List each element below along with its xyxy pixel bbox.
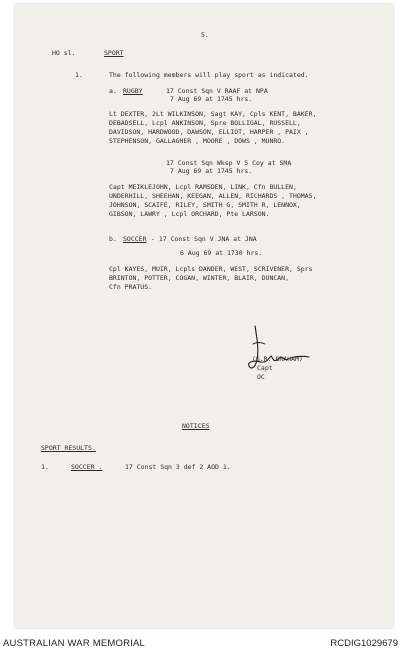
archive-name: AUSTRALIAN WAR MEMORIAL <box>3 638 146 649</box>
page-number: 5. <box>201 31 209 39</box>
second-match-time: 7 Aug 69 at 1745 hrs. <box>170 167 253 175</box>
signatory-name: (G.R. GRAHAM) <box>252 355 303 363</box>
player-line: Cfn PRATUS. <box>109 283 153 291</box>
sport-results-number: 1. <box>41 463 49 471</box>
soccer-sport: SOCCER <box>123 235 147 243</box>
sport-results-score: 17 Const Sqn 3 def 2 AOD 1. <box>125 463 231 471</box>
document-page <box>15 4 393 628</box>
player-line: BRINTON, POTTER, COGAN, WINTER, BLAIR, DUNCAN, <box>109 274 290 282</box>
signatory-appointment: OC <box>257 373 265 381</box>
player-line: DAVIDSON, HARDWOOD, DAWSON, ELLIOT, HARPER , PAIX , <box>109 128 309 136</box>
player-line: Cpl KAYES, MUIR, Lcpls DANDER, WEST, SCRIVENER, Sprs <box>109 265 313 273</box>
rugby-match: 17 Const Sqn V RAAF at NPA <box>166 87 268 95</box>
second-match-players <box>109 183 316 219</box>
rugby-sport: RUGBY <box>123 87 143 95</box>
section-title: SPORT <box>104 49 124 57</box>
player-line: GIBSON, LAWRY , Lcpl ORCHARD, Pte LARSON. <box>109 210 270 218</box>
rugby-players <box>109 110 316 146</box>
player-line: STEPHENSON, GALLAGHER , MOORE , DOWS , MUNRO. <box>109 137 286 145</box>
section-number: HO sl. <box>52 49 76 57</box>
soccer-match: - 17 Const Sqn V JNA at JNA <box>151 235 257 243</box>
rugby-time: 7 Aug 69 at 1745 hrs. <box>170 95 253 103</box>
sport-results-heading: SPORT RESULTS. <box>41 444 96 452</box>
para-intro: The following members will play sport as indicated. <box>109 71 309 79</box>
player-line: Lt DEXTER, 2Lt WILKINSON, Sagt KAY, Cpls KENT, BAKER, <box>109 110 317 118</box>
player-line: Capt MEIKLEJOHN, Lcpl RAMSDEN, LINK, Cfn BULLEN, <box>109 183 297 191</box>
archive-record-id: RCDIG1029679 <box>330 638 398 649</box>
sport-results-sport: SOCCER . <box>71 463 103 471</box>
soccer-label: b. <box>109 235 117 243</box>
rugby-label: a. <box>109 87 117 95</box>
second-match: 17 Const Sqn Wksp V 5 Coy at SMA <box>166 159 292 167</box>
player-line: DEBADSELL, Lcpl ANKINSON, Spre BOLLIGAL, RUSSELL, <box>109 119 301 127</box>
signature-image <box>243 320 313 382</box>
soccer-players <box>109 265 313 292</box>
para-number: 1. <box>75 71 83 79</box>
soccer-time: 6 Aug 69 at 1730 hrs. <box>180 249 263 257</box>
player-line: UNDERHILL, SHEEHAN, KEEGAN, ALLEN, RICHARDS , THOMAS, <box>109 192 317 200</box>
signatory-rank: Capt <box>257 364 273 372</box>
notices-heading: NOTICES <box>182 422 210 430</box>
archive-footer <box>0 630 401 654</box>
player-line: JOHNSON, SCAIFE, RILEY, SMITH G, SMITH R, LENNOX, <box>109 201 301 209</box>
